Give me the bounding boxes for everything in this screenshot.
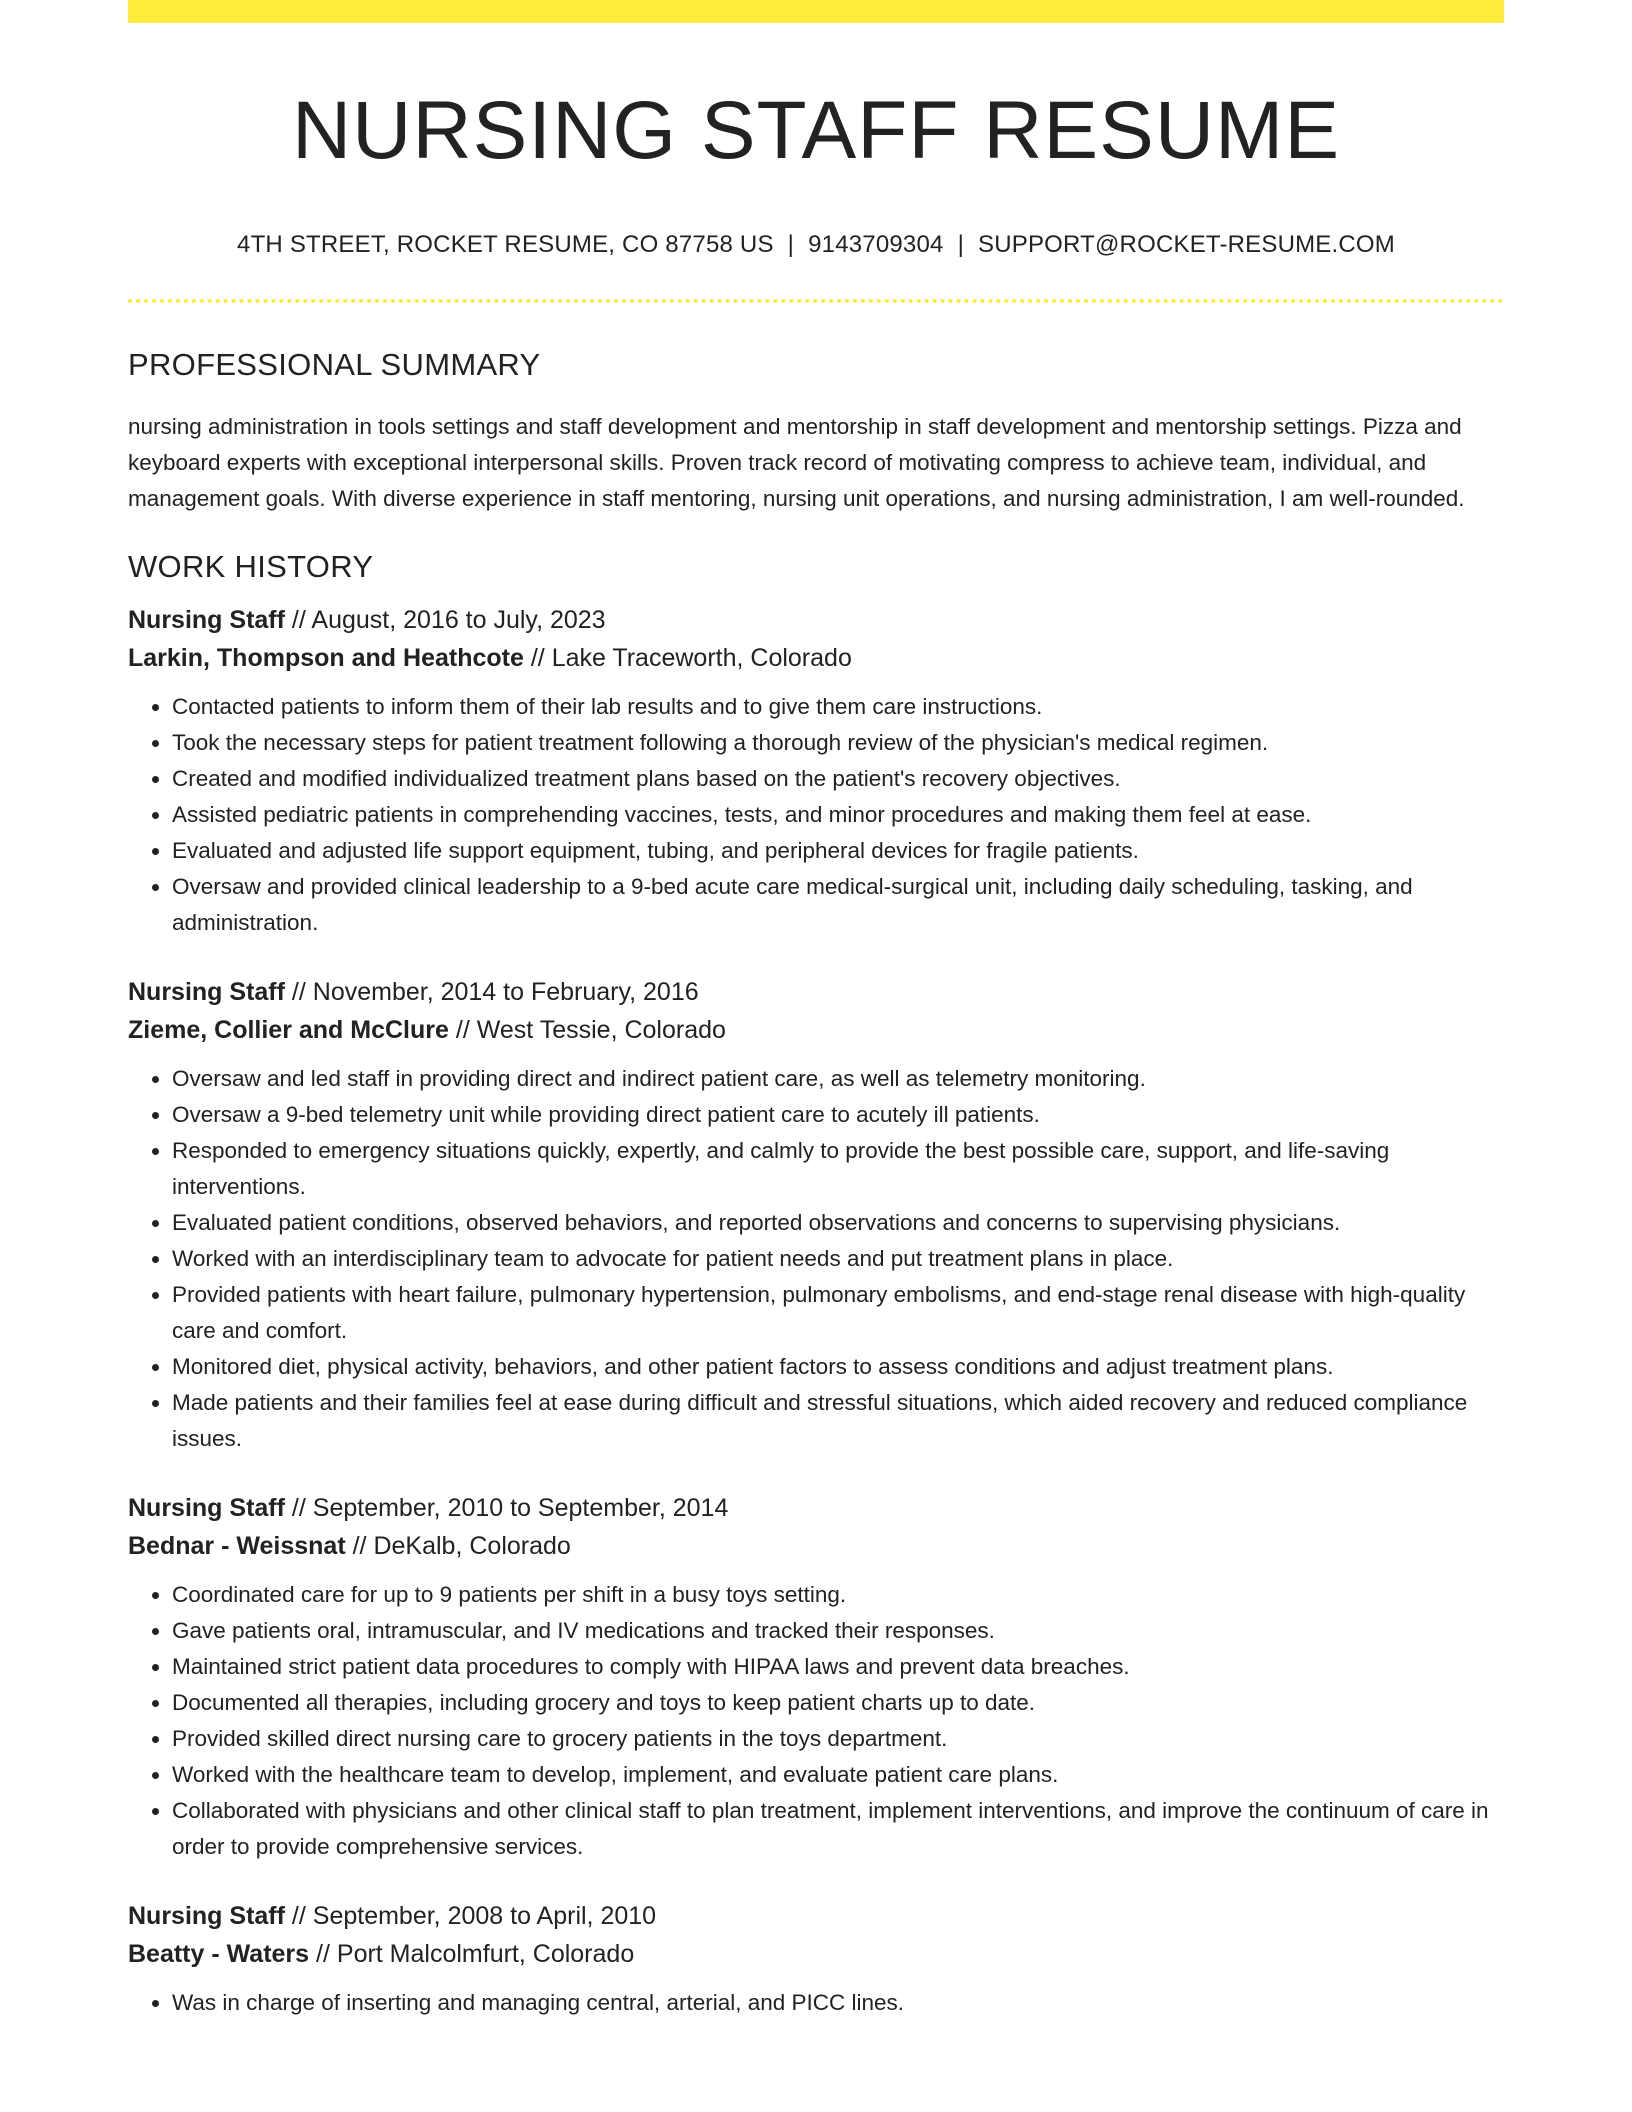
job-entry: [128, 1897, 1504, 2021]
job-bullet: • Contacted patients to inform them of their lab results and to give them care instructions.: [172, 689, 1504, 725]
job-bullet: • Maintained strict patient data procedures to comply with HIPAA laws and prevent data breaches.: [172, 1649, 1504, 1685]
job-role: Nursing Staff: [128, 1494, 285, 1522]
job-dates: September, 2010 to September, 2014: [312, 1494, 729, 1522]
job-divider: //: [291, 978, 306, 1006]
job-divider: //: [291, 1902, 306, 1930]
job-bullet: • Assisted pediatric patients in comprehending vaccines, tests, and minor procedures and making them feel at ease.: [172, 797, 1504, 833]
resume-title: NURSING STAFF RESUME: [291, 85, 1341, 176]
job-entry: [128, 973, 1504, 1457]
job-dates: November, 2014 to February, 2016: [312, 978, 699, 1006]
job-bullet-list: [128, 1577, 1504, 1865]
job-role: Nursing Staff: [128, 978, 285, 1006]
job-bullet: • Evaluated patient conditions, observed behaviors, and reported observations and concerns to supervising physicians.: [172, 1205, 1504, 1241]
summary-text: nursing administration in tools settings and staff development and mentorship in staff development and mentorship settings. Pizza and keyboard experts with exceptional interpersonal skills. Proven track record of motivating compress to achieve team, individual, and management goals. With diverse experience in staff mentoring, nursing unit operations, and nursing administration, I am well-rounded.: [128, 414, 1465, 511]
job-company-line: [128, 1011, 1504, 1049]
contact-separator: |: [787, 231, 795, 258]
job-role: Nursing Staff: [128, 606, 285, 634]
job-divider: //: [352, 1532, 367, 1560]
top-accent-bar: [128, 0, 1504, 23]
job-divider: //: [316, 1940, 330, 1968]
job-role: Nursing Staff: [128, 1902, 285, 1930]
job-company-line: [128, 1935, 1504, 1973]
job-divider: //: [530, 644, 545, 672]
job-bullet: • Oversaw a 9-bed telemetry unit while providing direct patient care to acutely ill patients.: [172, 1097, 1504, 1133]
job-entry: [128, 1489, 1504, 1865]
job-bullet: • Oversaw and led staff in providing direct and indirect patient care, as well as telemetry monitoring.: [172, 1061, 1504, 1097]
job-location: West Tessie, Colorado: [476, 1016, 726, 1044]
job-bullet: • Oversaw and provided clinical leadership to a 9-bed acute care medical-surgical unit, including daily scheduling, tasking, and administration.: [172, 869, 1504, 941]
dotted-divider: [128, 299, 1504, 303]
contact-line: [128, 229, 1504, 261]
summary-heading: PROFESSIONAL SUMMARY: [128, 347, 541, 382]
job-bullet-list: [128, 689, 1504, 941]
job-entry: [128, 601, 1504, 941]
job-company: Zieme, Collier and McClure: [128, 1016, 449, 1044]
job-dates: August, 2016 to July, 2023: [311, 606, 606, 634]
job-company-line: [128, 639, 1504, 677]
job-bullet: • Provided patients with heart failure, pulmonary hypertension, pulmonary embolisms, and end-stage renal disease with high-quality care and comfort.: [172, 1277, 1504, 1349]
job-company: Bednar - Weissnat: [128, 1532, 346, 1560]
job-bullet: • Made patients and their families feel at ease during difficult and stressful situations, which aided recovery and reduced compliance issues.: [172, 1385, 1504, 1457]
job-bullet: • Coordinated care for up to 9 patients per shift in a busy toys setting.: [172, 1577, 1504, 1613]
job-location: Port Malcolmfurt, Colorado: [336, 1940, 635, 1968]
job-bullet: • Gave patients oral, intramuscular, and IV medications and tracked their responses.: [172, 1613, 1504, 1649]
contact-phone[interactable]: 9143709304: [808, 231, 944, 258]
job-bullet: • Provided skilled direct nursing care to grocery patients in the toys department.: [172, 1721, 1504, 1757]
resume-page: [128, 0, 1504, 2021]
job-company-line: [128, 1527, 1504, 1565]
job-dates: September, 2008 to April, 2010: [312, 1902, 657, 1930]
job-bullet: • Responded to emergency situations quickly, expertly, and calmly to provide the best possible care, support, and life-saving interventions.: [172, 1133, 1504, 1205]
job-bullet: • Worked with the healthcare team to develop, implement, and evaluate patient care plans.: [172, 1757, 1504, 1793]
contact-separator: |: [957, 231, 965, 258]
job-bullet: • Was in charge of inserting and managing central, arterial, and PICC lines.: [172, 1985, 1504, 2021]
job-divider: //: [291, 1494, 306, 1522]
job-location: Lake Traceworth, Colorado: [551, 644, 852, 672]
job-location: DeKalb, Colorado: [373, 1532, 571, 1560]
job-role-line: [128, 601, 1504, 639]
job-bullet: • Evaluated and adjusted life support equipment, tubing, and peripheral devices for fragile patients.: [172, 833, 1504, 869]
job-bullet: • Took the necessary steps for patient treatment following a thorough review of the physician's medical regimen.: [172, 725, 1504, 761]
contact-email[interactable]: SUPPORT@ROCKET-RESUME.COM: [978, 231, 1395, 258]
work-history-heading: WORK HISTORY: [128, 549, 374, 584]
job-role-line: [128, 1897, 1504, 1935]
job-bullet-list: [128, 1985, 1504, 2021]
job-company: Beatty - Waters: [128, 1940, 310, 1968]
job-company: Larkin, Thompson and Heathcote: [128, 644, 524, 672]
job-role-line: [128, 1489, 1504, 1527]
job-bullet-list: [128, 1061, 1504, 1457]
job-bullet: • Documented all therapies, including grocery and toys to keep patient charts up to date.: [172, 1685, 1504, 1721]
job-bullet: • Created and modified individualized treatment plans based on the patient's recovery objectives.: [172, 761, 1504, 797]
work-history-list: [128, 601, 1504, 2021]
job-divider: //: [291, 606, 306, 634]
job-bullet: • Monitored diet, physical activity, behaviors, and other patient factors to assess conditions and adjust treatment plans.: [172, 1349, 1504, 1385]
contact-address: 4TH STREET, ROCKET RESUME, CO 87758 US: [237, 231, 774, 258]
job-divider: //: [455, 1016, 470, 1044]
job-bullet: • Collaborated with physicians and other clinical staff to plan treatment, implement interventions, and improve the continuum of care in order to provide comprehensive services.: [172, 1793, 1504, 1865]
job-bullet: • Worked with an interdisciplinary team to advocate for patient needs and put treatment plans in place.: [172, 1241, 1504, 1277]
job-role-line: [128, 973, 1504, 1011]
